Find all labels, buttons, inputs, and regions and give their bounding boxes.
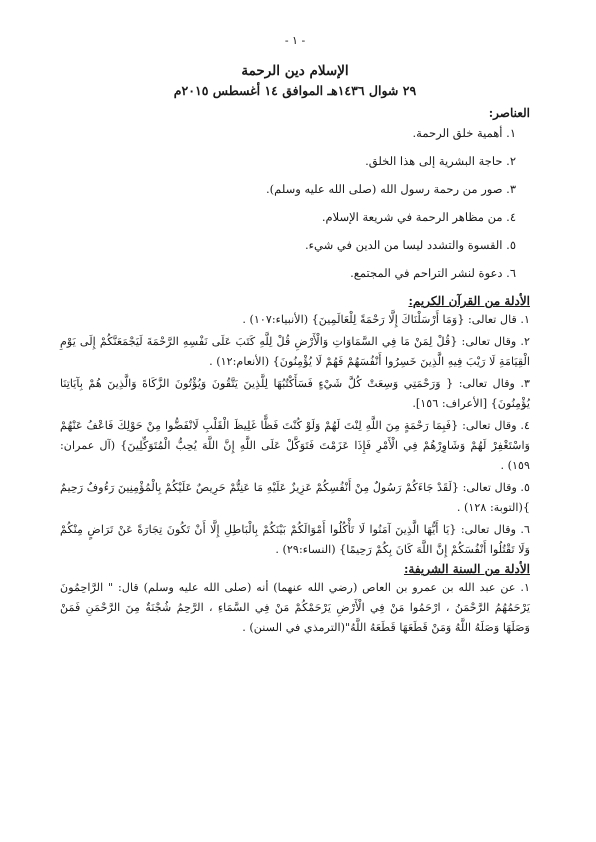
list-item: ١. أهمية خلق الرحمة. — [412, 126, 516, 140]
list-item: ٤. من مظاهر الرحمة في شريعة الإسلام. — [321, 210, 516, 224]
quran-verse-item: ٦. وقال تعالى: {يَا أَيُّهَا الَّذِينَ آمَنُوا لَا تَأْكُلُوا أَمْوَالَكُمْ بَيْنَكُمْ بِالْبَاطِلِ إِلَّا أَنْ تَكُونَ تِجَارَةً عَنْ تَرَاضٍ مِنْكُمْ وَلَا تَقْتُلُوا أَنْفُسَكُمْ إِنَّ اللَّهَ كَانَ بِكُمْ رَحِيمًا} (النساء:٢٩) . — [60, 523, 530, 556]
hadith-item: ١. عن عبد الله بن عمرو بن العاص (رضي الله عنهما) أنه (صلى الله عليه وسلم) قال: " الرَّاحِمُونَ يَرْحَمُهُمُ الرَّحْمَنُ ، ارْحَمُوا مَنْ فِي الْأَرْضِ يَرْحَمْكُمْ مَنْ فِي السَّمَاءِ ، الرَّحِمُ شُجْنَةٌ مِنَ الرَّحْمَنِ فَمَنْ وَصَلَهَا وَصَلَهُ اللَّهُ وَمَنْ قَطَعَهَا قَطَعَهُ اللَّهُ"(الترمذي في السنن) . — [60, 581, 530, 634]
elements-heading: العناصر: — [488, 106, 530, 120]
list-item: ٣. صور من رحمة رسول الله (صلى الله عليه وسلم). — [266, 182, 516, 196]
page-title: الإسلام دين الرحمة — [241, 63, 349, 79]
quran-verse-item: ٤. وقال تعالى: {فَبِمَا رَحْمَةٍ مِنَ اللَّهِ لِنْتَ لَهُمْ وَلَوْ كُنْتَ فَظًّا غَلِيظَ الْقَلْبِ لَانْفَضُّوا مِنْ حَوْلِكَ فَاعْفُ عَنْهُمْ وَاسْتَغْفِرْ لَهُمْ وَشَاوِرْهُمْ فِي الْأَمْرِ فَإِذَا عَزَمْتَ فَتَوَكَّلْ عَلَى اللَّهِ إِنَّ اللَّهَ يُحِبُّ الْمُتَوَكِّلِينَ} (آل عمران: ١٥٩) . — [60, 419, 530, 472]
sunnah-evidence-list — [60, 578, 530, 638]
list-item: ٢. حاجة البشرية إلى هذا الخلق. — [365, 154, 516, 168]
quran-evidence-list — [60, 310, 530, 560]
elements-list — [60, 126, 516, 280]
sunnah-heading: الأدلة من السنة الشريفة: — [403, 562, 530, 576]
quran-verse-item: ٥. وقال تعالى: {لَقَدْ جَاءَكُمْ رَسُولٌ مِنْ أَنْفُسِكُمْ عَزِيزٌ عَلَيْهِ مَا عَنِتُّمْ حَرِيصٌ عَلَيْكُمْ بِالْمُؤْمِنِينَ رَءُوفٌ رَحِيمٌ }(التوبة: ١٢٨) . — [60, 481, 530, 514]
date-line: ٢٩ شوال ١٤٣٦هـ الموافق ١٤ أغسطس ٢٠١٥م — [173, 83, 417, 98]
quran-verse-item: ١. قال تعالى: {وَمَا أَرْسَلْنَاكَ إِلَّا رَحْمَةً لِلْعَالَمِينَ} (الأنبياء:١٠٧) . — [242, 313, 530, 326]
list-item: ٥. القسوة والتشدد ليسا من الدين في شيء. — [304, 238, 516, 252]
quran-verse-item: ٢. وقال تعالى: {قُلْ لِمَنْ مَا فِي السَّمَاوَاتِ وَالْأَرْضِ قُلْ لِلَّهِ كَتَبَ عَلَى نَفْسِهِ الرَّحْمَةَ لَيَجْمَعَنَّكُمْ إِلَى يَوْمِ الْقِيَامَةِ لَا رَيْبَ فِيهِ الَّذِينَ خَسِرُوا أَنْفُسَهُمْ فَهُمْ لَا يُؤْمِنُونَ} (الأنعام:١٢) . — [60, 335, 530, 368]
quran-verse-item: ٣. وقال تعالى: { وَرَحْمَتِي وَسِعَتْ كُلَّ شَيْءٍ فَسَأَكْتُبُهَا لِلَّذِينَ يَتَّقُونَ وَيُؤْتُونَ الزَّكَاةَ وَالَّذِينَ هُمْ بِآيَاتِنَا يُؤْمِنُونَ} [الأعراف: ١٥٦]. — [60, 377, 530, 410]
page-number: - ١ - — [284, 34, 306, 47]
quran-heading: الأدلة من القرآن الكريم: — [408, 294, 530, 308]
list-item: ٦. دعوة لنشر التراحم في المجتمع. — [350, 266, 516, 280]
